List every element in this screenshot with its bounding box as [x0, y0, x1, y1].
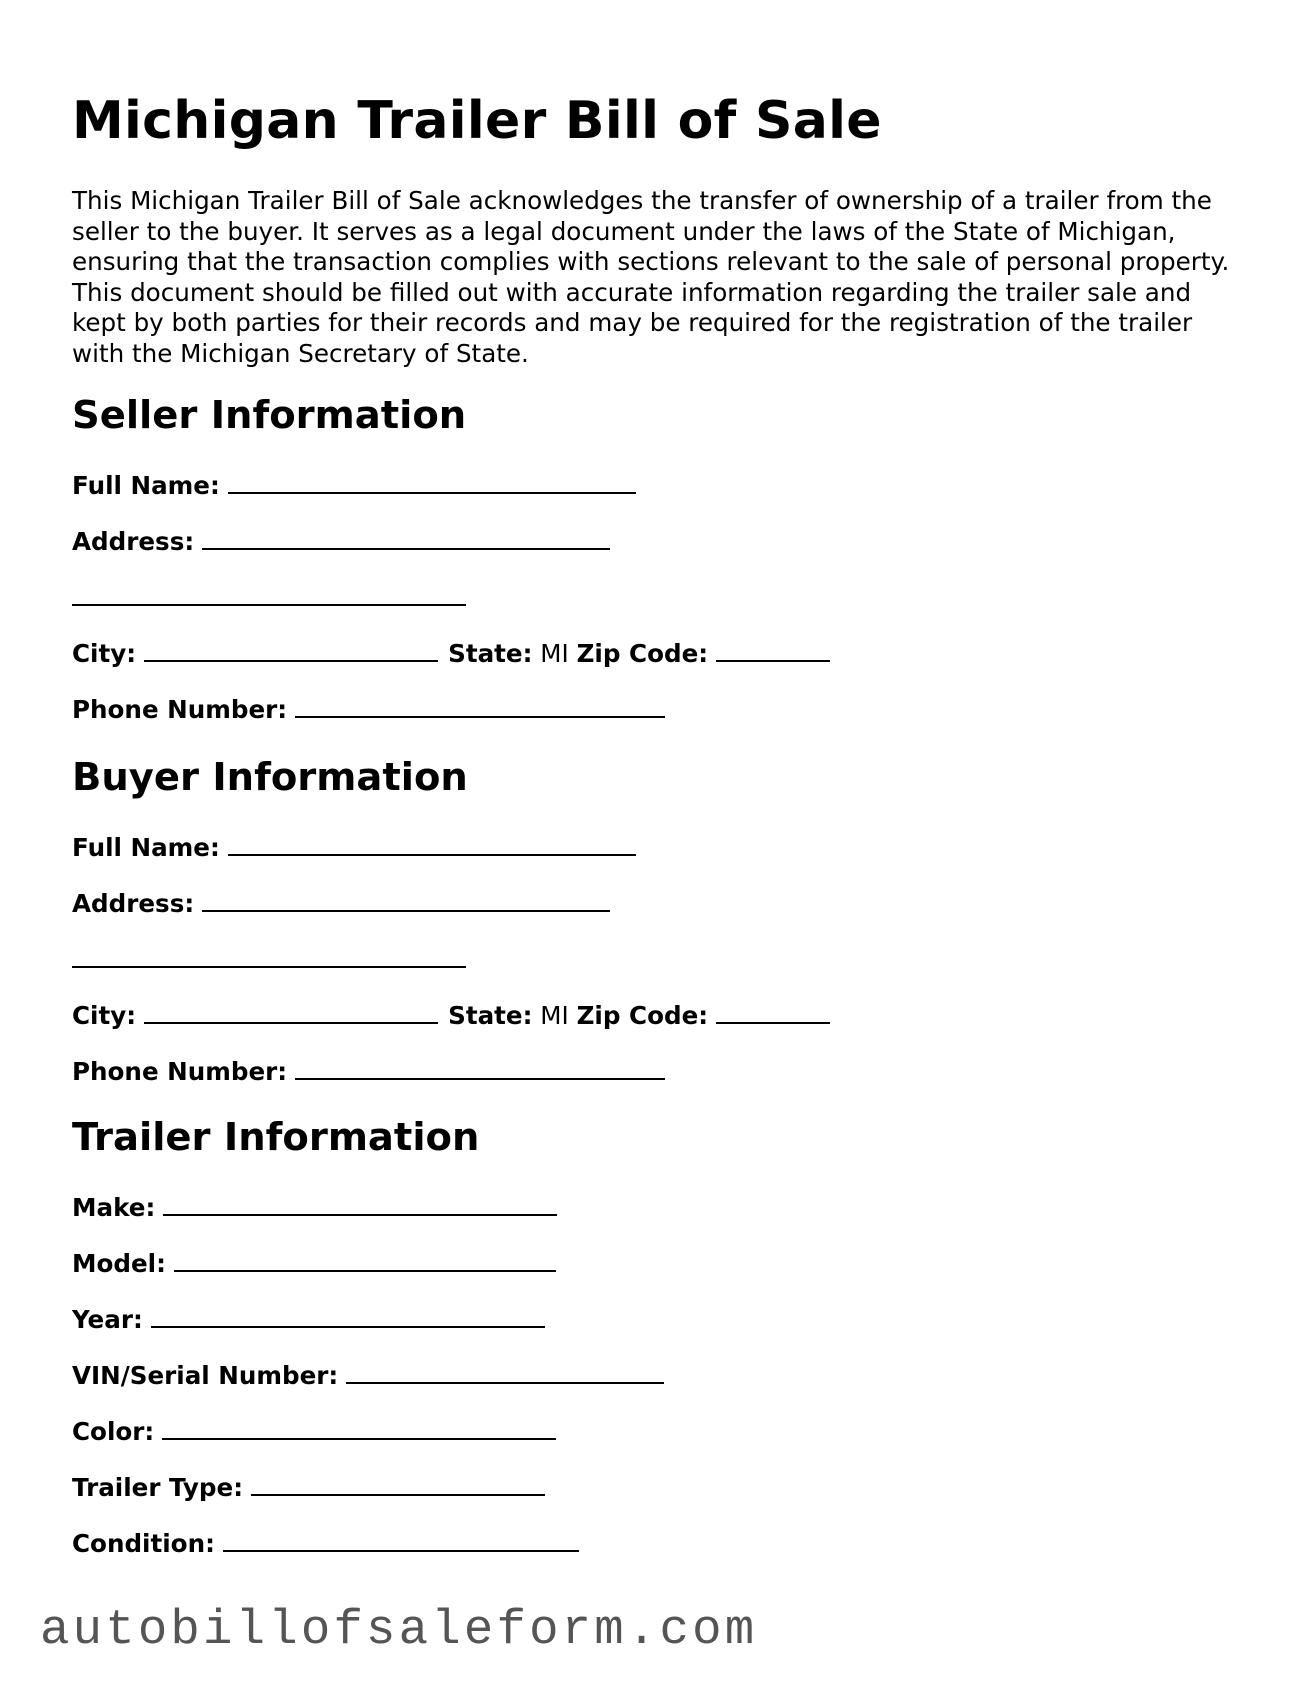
trailer-make-blank[interactable]	[163, 1194, 557, 1216]
seller-state-label: State:	[448, 639, 533, 668]
seller-phone-blank[interactable]	[295, 696, 665, 718]
buyer-state-label: State:	[448, 1001, 533, 1030]
seller-zip-blank[interactable]	[716, 640, 830, 662]
buyer-city-state-zip-field	[72, 1000, 840, 1032]
seller-state-value: MI	[540, 639, 569, 668]
seller-phone-label: Phone Number:	[72, 695, 288, 724]
seller-section-heading: Seller Information	[72, 393, 467, 438]
seller-full-name-label: Full Name:	[72, 471, 220, 500]
seller-address-blank[interactable]	[202, 528, 610, 550]
trailer-type-field	[72, 1472, 555, 1504]
buyer-address-line2-field	[72, 944, 476, 976]
trailer-year-blank[interactable]	[151, 1306, 545, 1328]
trailer-model-field	[72, 1248, 566, 1280]
buyer-full-name-field	[72, 832, 646, 864]
seller-address-line2-blank[interactable]	[72, 584, 466, 606]
trailer-color-label: Color:	[72, 1417, 155, 1446]
trailer-model-blank[interactable]	[174, 1250, 556, 1272]
trailer-condition-label: Condition:	[72, 1529, 215, 1558]
intro-paragraph: This Michigan Trailer Bill of Sale acknowledges the transfer of ownership of a trailer from the seller to the buyer. It serves as a legal document under the laws of the State of Michigan, ensuring that the transaction complies with sections relevant to the sale of personal property. This document should be filled out with accurate information regarding the trailer sale and kept by both parties for their records and may be required for the registration of the trailer with the Michigan Secretary of State.	[72, 186, 1230, 368]
seller-address-line2-field	[72, 582, 476, 614]
seller-city-label: City:	[72, 639, 137, 668]
seller-city-blank[interactable]	[144, 640, 438, 662]
trailer-model-label: Model:	[72, 1249, 166, 1278]
trailer-vin-field	[72, 1360, 674, 1392]
seller-full-name-field	[72, 470, 646, 502]
buyer-zip-label: Zip Code:	[576, 1001, 709, 1030]
document-title: Michigan Trailer Bill of Sale	[72, 91, 882, 151]
trailer-vin-blank[interactable]	[346, 1362, 664, 1384]
buyer-city-label: City:	[72, 1001, 137, 1030]
buyer-address-line2-blank[interactable]	[72, 946, 466, 968]
buyer-section-heading: Buyer Information	[72, 755, 468, 800]
site-watermark: autobillofsaleform.com	[40, 1602, 758, 1658]
buyer-address-field	[72, 888, 620, 920]
seller-zip-label: Zip Code:	[576, 639, 709, 668]
buyer-phone-label: Phone Number:	[72, 1057, 288, 1086]
trailer-year-field	[72, 1304, 555, 1336]
trailer-make-field	[72, 1192, 567, 1224]
seller-address-field	[72, 526, 620, 558]
buyer-phone-blank[interactable]	[295, 1058, 665, 1080]
trailer-color-field	[72, 1416, 566, 1448]
buyer-address-blank[interactable]	[202, 890, 610, 912]
seller-address-label: Address:	[72, 527, 195, 556]
trailer-type-label: Trailer Type:	[72, 1473, 244, 1502]
buyer-zip-blank[interactable]	[716, 1002, 830, 1024]
trailer-section-heading: Trailer Information	[72, 1115, 480, 1160]
buyer-address-label: Address:	[72, 889, 195, 918]
trailer-vin-label: VIN/Serial Number:	[72, 1361, 339, 1390]
seller-full-name-blank[interactable]	[228, 472, 636, 494]
trailer-color-blank[interactable]	[162, 1418, 556, 1440]
trailer-year-label: Year:	[72, 1305, 143, 1334]
seller-phone-field	[72, 694, 675, 726]
trailer-condition-blank[interactable]	[223, 1530, 579, 1552]
buyer-city-blank[interactable]	[144, 1002, 438, 1024]
trailer-type-blank[interactable]	[251, 1474, 545, 1496]
buyer-phone-field	[72, 1056, 675, 1088]
seller-city-state-zip-field	[72, 638, 840, 670]
trailer-condition-field	[72, 1528, 589, 1560]
trailer-make-label: Make:	[72, 1193, 156, 1222]
buyer-state-value: MI	[540, 1001, 569, 1030]
buyer-full-name-label: Full Name:	[72, 833, 220, 862]
buyer-full-name-blank[interactable]	[228, 834, 636, 856]
